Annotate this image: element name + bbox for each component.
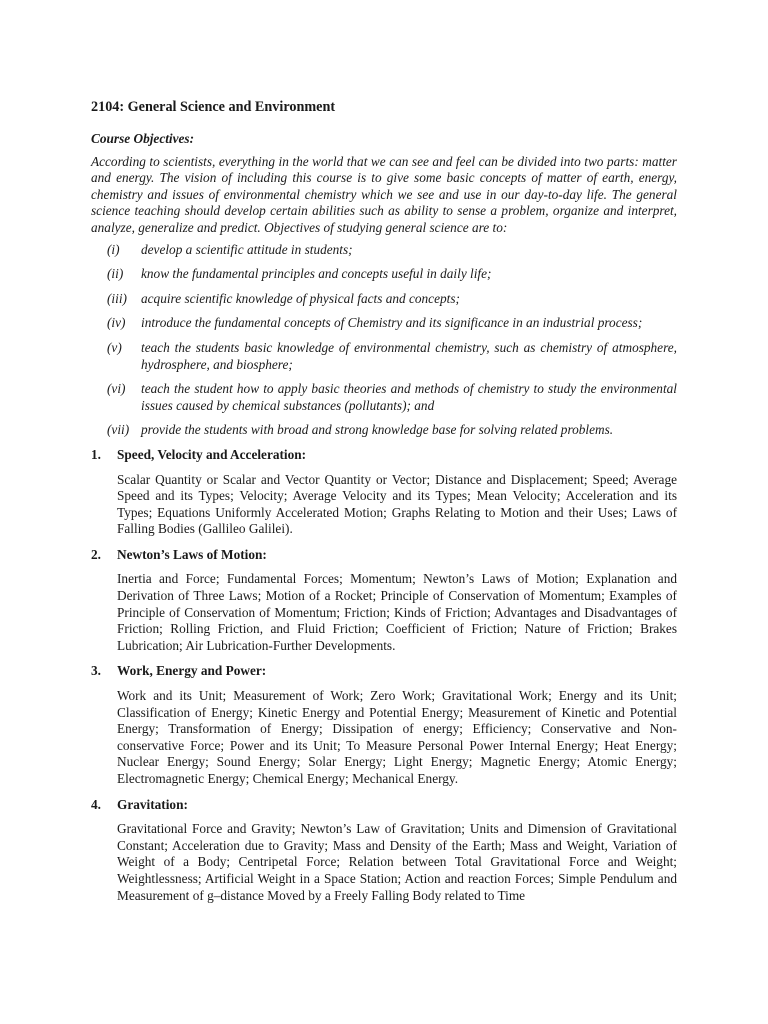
section-body: Gravitational Force and Gravity; Newton’s Law of Gravitation; Units and Dimension of Gravitational Constant; Acceleration due to Gravity; Mass and Density of the Earth; Mass and Weight, Variation of Weight of a Body; Centripetal Force; Relation between Total Gravitational Force and Weight; Weightlessness; Artificial Weight in a Space Station; Action and reaction Forces; Simple Pendulum and Measurement of g–distance Moved by a Freely Falling Body related to Time	[117, 821, 677, 903]
section-body: Work and its Unit; Measurement of Work; Zero Work; Gravitational Work; Energy and its Unit; Classification of Energy; Kinetic Energy and Potential Energy; Measurement of Kinetic and Potential Energy; Transformation of Energy; Dissipation of energy; Efficiency; Conservative and Non-conservative Force; Power and its Unit; To Measure Personal Power Internal Energy; Heat Energy; Nuclear Energy; Sound Energy; Solar Energy; Light Energy; Magnetic Energy; Atomic Energy; Electromagnetic Energy; Chemical Energy; Mechanical Energy.	[117, 688, 677, 786]
list-item-text: provide the students with broad and strong knowledge base for solving related problems.	[141, 422, 614, 438]
section-heading	[91, 797, 677, 814]
list-item-number: (ii)	[107, 266, 124, 282]
section-body: Inertia and Force; Fundamental Forces; Momentum; Newton’s Laws of Motion; Explanation and Derivation of Three Laws; Motion of a Rocket; Principle of Conservation of Momentum; Examples of Principle of Conservation of Momentum; Friction; Kinds of Friction; Advantages and Disadvantages of Friction; Rolling Friction, and Fluid Friction; Coefficient of Friction; Nature of Friction; Brakes Lubrication; Air Lubrication-Further Developments.	[117, 571, 677, 653]
section-work-energy-power	[91, 663, 677, 787]
section-newtons-laws	[91, 547, 677, 655]
list-item	[91, 340, 677, 373]
section-number: 1.	[91, 446, 101, 462]
list-item-text: know the fundamental principles and concepts useful in daily life;	[141, 266, 492, 282]
list-item-text: acquire scientific knowledge of physical facts and concepts;	[141, 290, 460, 306]
section-heading	[91, 663, 677, 680]
list-item-number: (iv)	[107, 315, 126, 331]
section-gravitation	[91, 797, 677, 905]
objectives-heading: Course Objectives:	[91, 131, 195, 146]
list-item	[91, 315, 677, 332]
list-item	[91, 381, 677, 414]
section-number: 4.	[91, 796, 101, 812]
list-item	[91, 242, 677, 259]
list-item-text: introduce the fundamental concepts of Chemistry and its significance in an industrial process;	[141, 315, 643, 331]
list-item-text: teach the students basic knowledge of environmental chemistry, such as chemistry of atmosphere, hydrosphere, and biosphere;	[141, 339, 677, 372]
section-number: 3.	[91, 663, 101, 679]
list-item	[91, 291, 677, 308]
list-item	[91, 422, 677, 439]
list-item-number: (vi)	[107, 381, 126, 397]
list-item	[91, 266, 677, 283]
section-number: 2.	[91, 546, 101, 562]
list-item-number: (vii)	[107, 422, 130, 438]
list-item-number: (i)	[107, 241, 120, 257]
section-title: Work, Energy and Power:	[117, 663, 267, 679]
section-heading	[91, 447, 677, 464]
section-speed-velocity	[91, 447, 677, 538]
list-item-text: teach the student how to apply basic theories and methods of chemistry to study the environmental issues caused by chemical substances (pollutants); and	[141, 381, 677, 413]
section-title: Gravitation:	[117, 796, 188, 812]
objectives-list	[91, 242, 677, 439]
page-title: 2104: General Science and Environment	[91, 99, 336, 115]
intro-paragraph: According to scientists, everything in the world that we can see and feel can be divided into two parts: matter and energy. The vision of including this course is to give some basic concepts of matter of earth, energy, chemistry and issues of environmental chemistry which we see and use in our day-to-day life. The general science teaching should develop certain abilities such as ability to sense a problem, organize and interpret, analyze, generalize and predict. Objectives of studying general science are to:	[91, 153, 677, 235]
list-item-number: (iii)	[107, 290, 127, 306]
section-title: Speed, Velocity and Acceleration:	[117, 446, 307, 462]
list-item-number: (v)	[107, 339, 122, 355]
document-page	[91, 98, 677, 913]
section-body: Scalar Quantity or Scalar and Vector Quantity or Vector; Distance and Displacement; Speed; Average Speed and its Types; Velocity; Average Velocity and its Types; Mean Velocity; Acceleration and its Types; Equations Uniformly Accelerated Motion; Graphs Relating to Motion and their Uses; Laws of Falling Bodies (Gallileo Galilei).	[117, 471, 677, 537]
section-heading	[91, 547, 677, 564]
section-title: Newton’s Laws of Motion:	[117, 546, 267, 562]
list-item-text: develop a scientific attitude in students;	[141, 241, 353, 257]
